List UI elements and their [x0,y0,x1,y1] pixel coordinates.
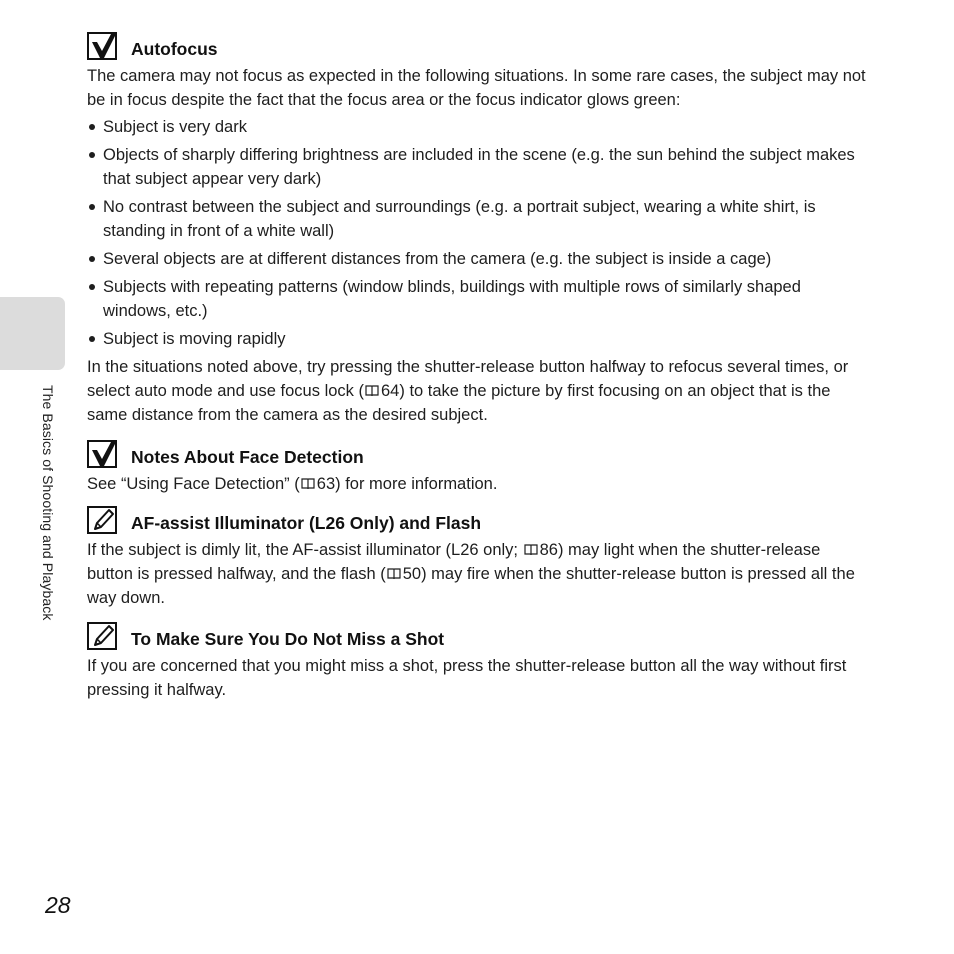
bullet-icon [89,152,95,158]
section-heading [87,622,867,652]
section-title: Autofocus [131,39,218,59]
section-title: Notes About Face Detection [131,447,364,467]
book-reference-icon [365,385,379,397]
list-item: Several objects are at different distances from the camera (e.g. the subject is inside a cage) [87,247,867,271]
page-content [87,32,867,702]
section-miss-shot [87,622,867,702]
section-heading [87,506,867,536]
list-item: Subject is moving rapidly [87,327,867,351]
section-autofocus [87,32,867,427]
chapter-label: The Basics of Shooting and Playback [40,385,56,621]
section-closing: In the situations noted above, try pressing the shutter-release button halfway to refocus several times, or select auto mode and use focus lock ( 64) to take the picture by first focusing on an object that is the same distance from the camera as the desired subject. [87,358,849,424]
checkmark-icon [87,32,117,60]
pencil-note-icon [87,506,117,534]
book-reference-icon [387,568,401,580]
checkmark-icon [87,440,117,468]
section-heading [87,440,867,470]
bullet-icon [89,204,95,210]
section-body: If the subject is dimly lit, the AF-assist illuminator (L26 only; 86) may light when the shutter-release button is pressed halfway, and the flash ( 50) may fire when the shutter-release button is pressed all the way down. [87,541,855,607]
section-body: If you are concerned that you might miss a shot, press the shutter-release button all the way without first pressing it halfway. [87,657,847,699]
book-reference-icon [524,544,538,556]
pencil-note-icon [87,622,117,650]
page-number: 28 [45,892,71,918]
list-item: No contrast between the subject and surroundings (e.g. a portrait subject, wearing a white shirt, is standing in front of a white wall) [87,195,867,243]
list-item: Subject is very dark [87,115,867,139]
book-reference-icon [301,478,315,490]
bullet-icon [89,284,95,290]
section-intro: The camera may not focus as expected in the following situations. In some rare cases, the subject may not be in focus despite the fact that the focus area or the focus indicator glows green: [87,67,866,109]
bullet-icon [89,124,95,130]
bullet-list [87,115,867,351]
section-face-detection [87,440,867,496]
section-body: See “Using Face Detection” ( 63) for more information. [87,475,498,493]
list-item: Subjects with repeating patterns (window blinds, buildings with multiple rows of similarly shaped windows, etc.) [87,275,867,323]
bullet-icon [89,336,95,342]
section-title: AF-assist Illuminator (L26 Only) and Flash [131,513,482,533]
section-af-assist [87,506,867,610]
bullet-icon [89,256,95,262]
chapter-tab [0,297,65,370]
section-title: To Make Sure You Do Not Miss a Shot [131,629,445,649]
list-item: Objects of sharply differing brightness are included in the scene (e.g. the sun behind the subject makes that subject appear very dark) [87,143,867,191]
section-heading [87,32,867,62]
